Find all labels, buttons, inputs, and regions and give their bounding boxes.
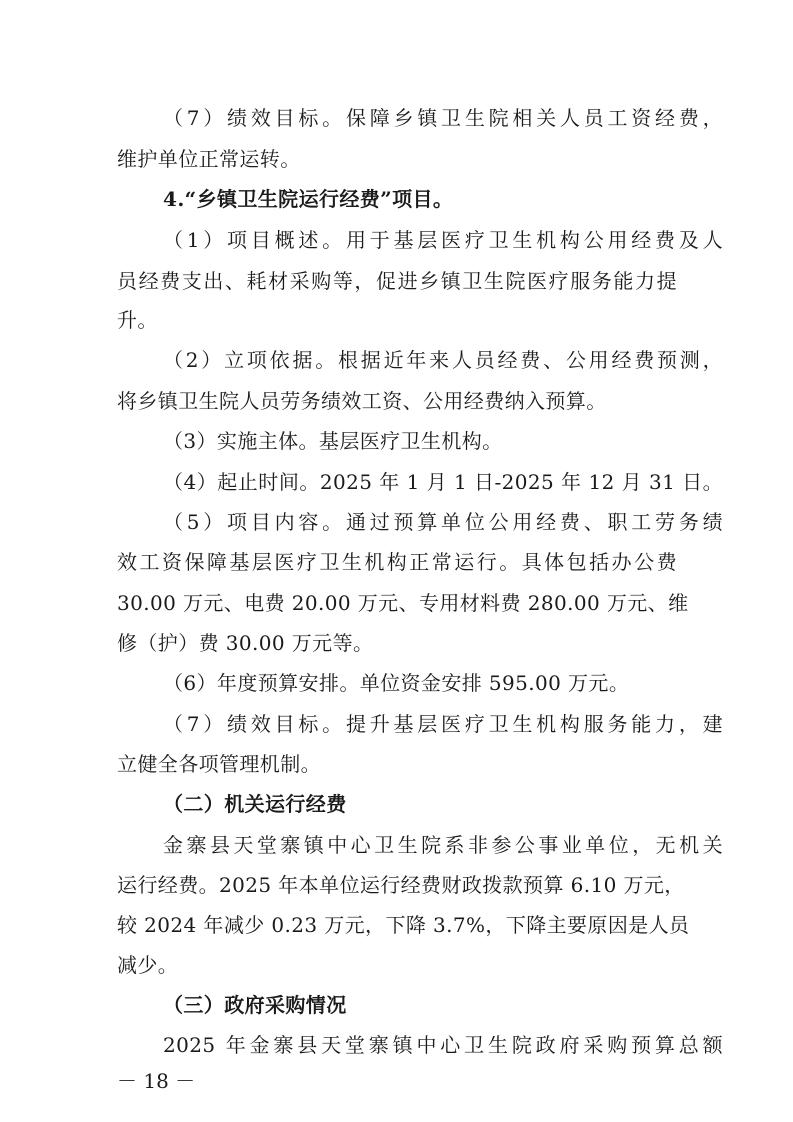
paragraph-line: 较 2024 年减少 0.23 万元，下降 3.7%，下降主要原因是人员 — [117, 913, 690, 937]
paragraph-line: 升。 — [117, 308, 158, 332]
paragraph-line: 员经费支出、耗材采购等，促进乡镇卫生院医疗服务能力提 — [117, 269, 677, 293]
paragraph-line: （1）项目概述。用于基层医疗卫生机构公用经费及人 — [163, 228, 723, 252]
paragraph-line: 金寨县天堂寨镇中心卫生院系非参公事业单位，无机关 — [163, 833, 723, 857]
paragraph-line: 运行经费。2025 年本单位运行经费财政拨款预算 6.10 万元， — [117, 873, 685, 897]
paragraph-line: （6）年度预算安排。单位资金安排 595.00 万元。 — [163, 671, 630, 695]
paragraph-line: 修（护）费 30.00 万元等。 — [117, 631, 374, 655]
paragraph-line: （4）起止时间。2025 年 1 月 1 日-2025 年 12 月 31 日。 — [163, 470, 723, 494]
paragraph-line: （7）绩效目标。保障乡镇卫生院相关人员工资经费， — [163, 106, 723, 130]
paragraph-line: 立健全各项管理机制。 — [117, 752, 321, 776]
paragraph-line: 维护单位正常运转。 — [117, 147, 301, 171]
paragraph-line: （3）实施主体。基层医疗卫生机构。 — [163, 429, 503, 453]
paragraph-line: 2025 年金寨县天堂寨镇中心卫生院政府采购预算总额 — [163, 1033, 723, 1057]
paragraph-line: 30.00 万元、电费 20.00 万元、专用材料费 280.00 万元、维 — [117, 591, 689, 615]
paragraph-line: （2）立项依据。根据近年来人员经费、公用经费预测， — [163, 348, 723, 372]
section-heading: （二）机关运行经费 — [163, 792, 347, 816]
paragraph-line: （5）项目内容。通过预算单位公用经费、职工劳务绩 — [163, 510, 723, 534]
paragraph-line: 效工资保障基层医疗卫生机构正常运行。具体包括办公费 — [117, 550, 677, 574]
section-heading: （三）政府采购情况 — [163, 993, 347, 1017]
paragraph-line: （7）绩效目标。提升基层医疗卫生机构服务能力，建 — [163, 712, 723, 736]
paragraph-line: 减少。 — [117, 953, 179, 977]
paragraph-line: 将乡镇卫生院人员劳务绩效工资、公用经费纳入预算。 — [117, 389, 607, 413]
section-heading: 4.“乡镇卫生院运行经费”项目。 — [163, 187, 454, 211]
page-number: － 18 － — [117, 1069, 196, 1093]
